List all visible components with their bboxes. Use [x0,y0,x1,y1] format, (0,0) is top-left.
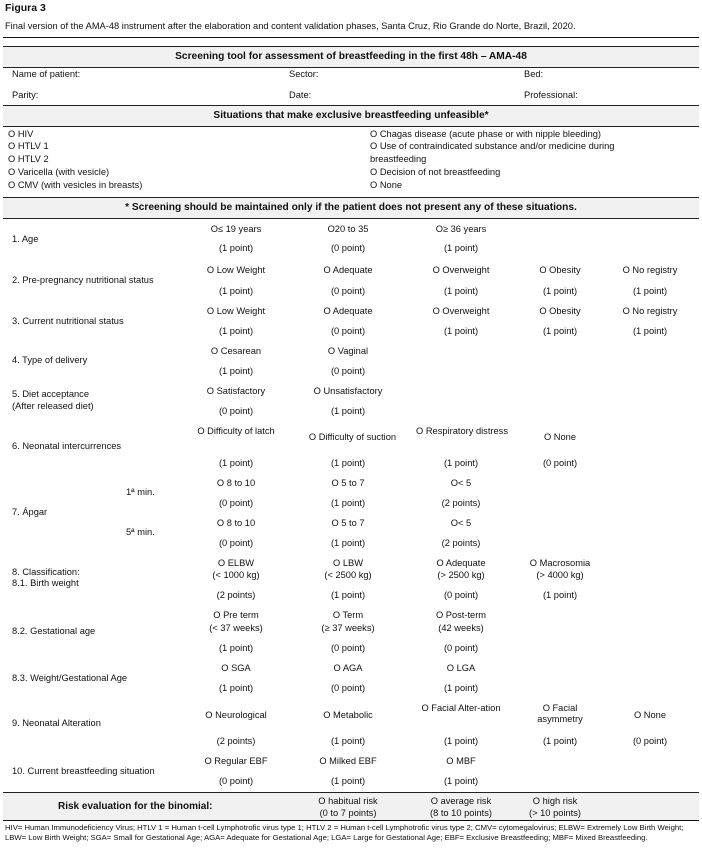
item-prepregnancy-label: 2. Pre-pregnancy nutritional status [12,275,154,285]
exclusion-decision: O Decision of not breastfeeding [370,167,501,177]
option-range: (< 2500 kg) [324,570,372,580]
option[interactable]: O SGA [221,663,251,673]
exclusion-substance-cont: breastfeeding [370,154,427,164]
exclusion-title: Situations that make exclusive breastfeeding unfeasible* [213,110,489,121]
points: (0 point) [632,736,668,746]
points: (0 point) [330,326,366,336]
points: (1 point) [330,538,366,548]
item-neonatal-alteration-label: 9. Neonatal Alteration [12,718,101,728]
points: (1 point) [443,458,479,468]
exclusion-varicella: O Varicella (with vesicle) [8,167,110,177]
option-range: (42 weeks) [438,623,484,633]
points: (1 point) [330,498,366,508]
option[interactable]: O≥ 36 years [435,224,487,234]
option[interactable]: O Overweight [432,306,490,316]
points: (1 point) [443,243,479,253]
points: (1 point) [218,286,254,296]
option[interactable]: O Facial asymmetry [537,703,583,724]
points: (0 point) [218,498,254,508]
option[interactable]: O Obesity [539,306,581,316]
points: (1 point) [218,326,254,336]
points: (1 point) [443,286,479,296]
risk-range: (8 to 10 points) [429,808,492,818]
points: (0 point) [330,643,366,653]
apgar-5min-label: 5ª min. [126,527,155,537]
option[interactable]: O AGA [333,663,363,673]
option[interactable]: O MBF [446,756,476,766]
points: (2 points) [441,538,481,548]
patient-name-field: Name of patient: [12,69,81,79]
figure-caption: Final version of the AMA-48 instrument after the elaboration and content validation phases, Santa Cruz, Rio Grande do Norte, Brazil, 2020. [5,21,576,31]
option[interactable]: O No registry [622,306,678,316]
points: (1 point) [218,458,254,468]
option[interactable]: O Regular EBF [204,756,268,766]
option[interactable]: O Vaginal [327,346,369,356]
option-range: (< 1000 kg) [212,570,260,580]
exclusion-htlv2: O HTLV 2 [8,154,49,164]
points: (2 points) [216,590,256,600]
item-birth-weight-label: 8.1. Birth weight [12,578,79,588]
option[interactable]: O None [633,710,667,720]
top-rule [3,37,699,38]
item-current-nutrition-label: 3. Current nutritional status [12,316,124,326]
points: (2 points) [216,736,256,746]
points: (1 point) [443,776,479,786]
option-range: (< 37 weeks) [209,623,263,633]
points: (0 point) [443,590,479,600]
option[interactable]: O LGA [446,663,476,673]
option-range: (> 4000 kg) [536,570,584,580]
points: (1 point) [443,326,479,336]
option[interactable]: O Overweight [432,265,490,275]
item-delivery-label: 4. Type of delivery [12,355,88,365]
bottom-rule [3,820,699,821]
exclusion-cmv: O CMV (with vesicles in breasts) [8,180,143,190]
option[interactable]: O Macrosomia [529,558,591,568]
option[interactable]: O Post-term [435,610,487,620]
points: (1 point) [218,643,254,653]
points: (0 point) [330,683,366,693]
points: (1 point) [542,736,578,746]
points: (1 point) [218,243,254,253]
exclusion-chagas: O Chagas disease (acute phase or with nipple bleeding) [370,129,602,139]
option[interactable]: O average risk [430,796,492,806]
points: (1 point) [443,736,479,746]
option[interactable]: O None [543,432,577,442]
option[interactable]: O Term [332,610,364,620]
option[interactable]: O≤ 19 years [210,224,262,234]
points: (0 point) [218,406,254,416]
option[interactable]: O Difficulty of latch [197,426,275,436]
option[interactable]: O Difficulty of suction [308,432,397,442]
points: (0 point) [218,776,254,786]
option[interactable]: O Facial Alter-ation [421,703,501,713]
option[interactable]: O Pre term [213,610,259,620]
item-diet-label: 5. Diet acceptance [12,389,90,399]
item-apgar-label: 7. Ápgar [12,507,48,517]
screening-note: * Screening should be maintained only if the patient does not present any of these situations. [125,202,577,213]
option[interactable]: O habitual risk [318,796,378,806]
points: (1 point) [542,590,578,600]
figure-label: Figura 3 [5,2,46,14]
item-intercurrences-label: 6. Neonatal intercurrences [12,441,122,451]
option[interactable]: O< 5 [450,478,472,488]
option[interactable]: O Neurological [205,710,267,720]
option[interactable]: O Cesarean [210,346,262,356]
option[interactable]: O LBW [333,558,363,568]
risk-range: (> 10 points) [529,808,581,818]
option[interactable]: O Low Weight [206,265,266,275]
option[interactable]: O 5 to 7 [331,478,365,488]
points: (1 point) [542,326,578,336]
points: (0 point) [330,366,366,376]
points: (1 point) [218,366,254,376]
option[interactable]: O Metabolic [323,710,373,720]
points: (1 point) [330,458,366,468]
option[interactable]: O 5 to 7 [331,518,365,528]
option[interactable]: O Unsatisfactory [313,386,383,396]
points: (1 point) [218,683,254,693]
option[interactable]: O high risk [532,796,578,806]
option[interactable]: O Obesity [539,265,581,275]
option[interactable]: O Adequate [323,265,373,275]
option[interactable]: O Low Weight [206,306,266,316]
points: (1 point) [330,590,366,600]
option-range: (≥ 37 weeks) [321,623,375,633]
option[interactable]: O Respiratory distress [416,426,508,436]
points: (1 point) [443,683,479,693]
exclusion-substance: O Use of contraindicated substance and/or medicine during [370,141,615,151]
risk-range: (0 to 7 points) [319,808,377,818]
exclusion-none: O None [370,180,403,190]
item-weight-ga-label: 8.3. Weight/Gestational Age [12,673,128,683]
points: (1 point) [632,326,668,336]
title-rule-bottom [3,67,699,68]
item-breastfeeding-label: 10. Current breastfeeding situation [12,766,155,776]
title-rule-top [3,46,699,47]
points: (1 point) [330,776,366,786]
option[interactable]: O Adequate [436,558,486,568]
option[interactable]: O< 5 [450,518,472,528]
option[interactable]: O20 to 35 [327,224,369,234]
item-diet-sublabel: (After released diet) [12,401,94,411]
exclusion-htlv1: O HTLV 1 [8,141,49,151]
date-field: Date: [289,90,312,100]
points: (0 point) [443,643,479,653]
option[interactable]: O Milked EBF [319,756,377,766]
points: (2 points) [441,498,481,508]
option[interactable]: O No registry [622,265,678,275]
points: (1 point) [632,286,668,296]
item-gestational-age-label: 8.2. Gestational age [12,626,96,636]
item-age-label: 1. Age [12,234,39,244]
option[interactable]: O Satisfactory [206,386,266,396]
points: (0 point) [218,538,254,548]
bed-field: Bed: [524,69,544,79]
tool-title: Screening tool for assessment of breastfeeding in the first 48h – AMA-48 [175,51,527,62]
points: (1 point) [330,736,366,746]
note-rule-bottom [3,218,699,219]
item-classification-label: 8. Classification: [12,567,80,577]
points: (0 point) [330,286,366,296]
option[interactable]: O 8 to 10 [216,518,256,528]
points: (0 point) [330,243,366,253]
option[interactable]: O 8 to 10 [216,478,256,488]
exclusion-rule-bottom [3,126,699,127]
exclusion-hiv: O HIV [8,129,34,139]
points: (1 point) [542,286,578,296]
abbreviations-footnote: HIV= Human Immunodeficiency Virus; HTLV 1 = Human t-cell Lymphotrofic virus type 1; HTLV 2 = Human t-cell Lymphotrofic virus type 2; CMV= cytomegalovirus; ELBW= Extremely Low Birth Weight; LBW= Low Birth Weight; SGA= Small for Gestational Age; AGA= Adequate for Gestational Age; LGA= Large for Gestational Age; EBF= Exclusive Breastfeeding; MBF= Mixed Breastfeeding. [5,823,684,842]
apgar-1min-label: 1ª min. [126,487,155,497]
option-range: (> 2500 kg) [437,570,485,580]
points: (1 point) [330,406,366,416]
sector-field: Sector: [289,69,319,79]
parity-field: Parity: [12,90,39,100]
option[interactable]: O Adequate [323,306,373,316]
points: (0 point) [542,458,578,468]
option[interactable]: O ELBW [217,558,255,568]
professional-field: Professional: [524,90,578,100]
risk-label: Risk evaluation for the binomial: [58,801,213,812]
